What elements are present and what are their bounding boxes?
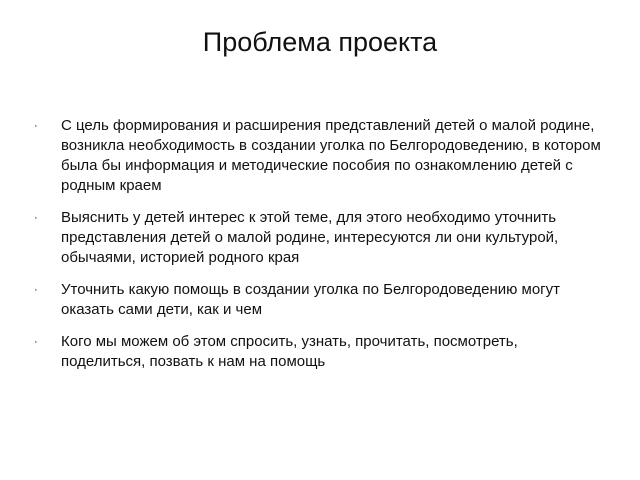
bullet-icon: · <box>34 284 38 296</box>
list-item <box>34 280 604 320</box>
list-item <box>34 116 604 196</box>
bullet-list <box>34 116 604 384</box>
list-item-text: Уточнить какую помощь в создании уголка по Белгородоведению могут оказать сами дети, как и чем <box>61 281 561 318</box>
list-item <box>34 332 604 372</box>
bullet-icon: · <box>34 212 38 224</box>
list-item-text: С цель формирования и расширения представлений детей о малой родине, возникла необходимость в создании уголка по Белгородоведению, в котором была бы информация и методические пособия по ознакомлению детей с родным краем <box>61 117 601 194</box>
list-item-text: Выяснить у детей интерес к этой теме, для этого необходимо уточнить представления детей о малой родине, интересуются ли они культурой, обычаями, историей родного края <box>61 209 559 266</box>
bullet-icon: · <box>34 120 38 132</box>
list-item-text: Кого мы можем об этом спросить, узнать, прочитать, посмотреть, поделиться, позвать к нам на помощь <box>61 333 518 370</box>
list-item <box>34 208 604 268</box>
slide-title: Проблема проекта <box>202 27 438 57</box>
bullet-icon: · <box>34 336 38 348</box>
